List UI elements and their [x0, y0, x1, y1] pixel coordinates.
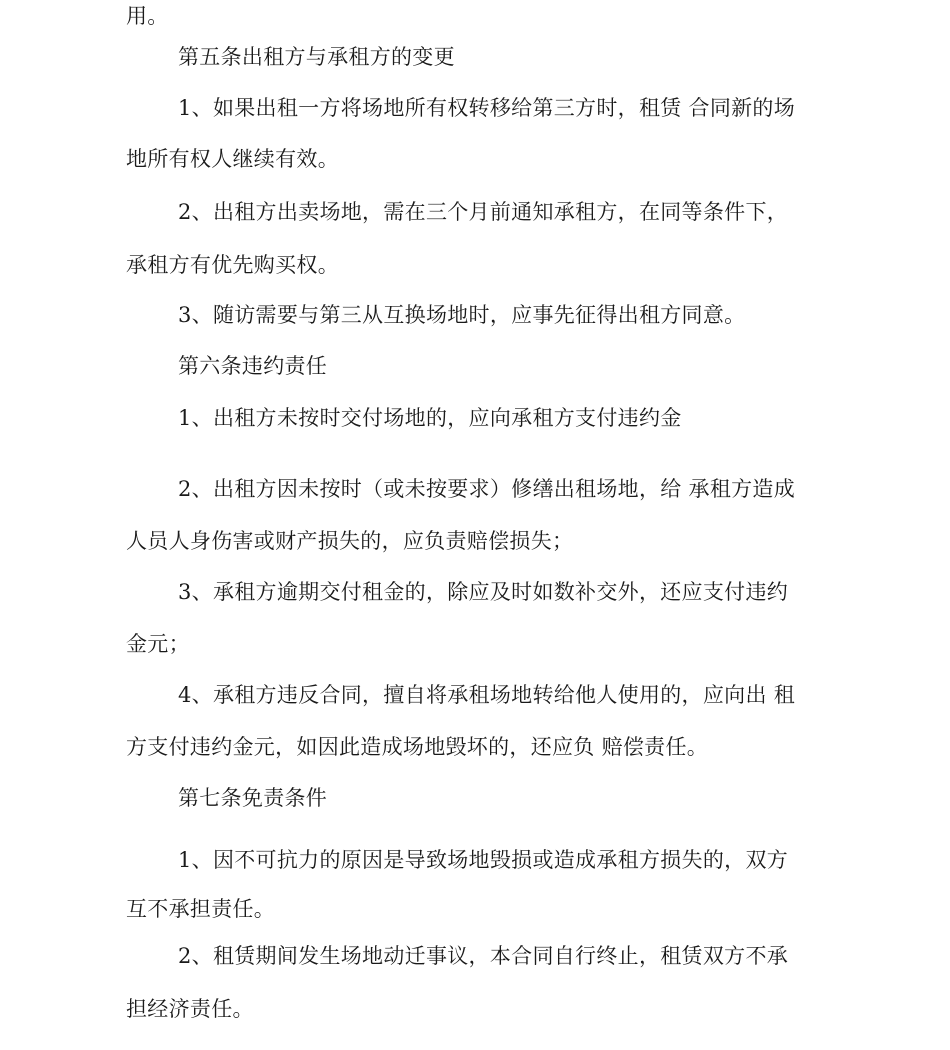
clause-7-1-line-1: 1、因不可抗力的原因是导致场地毁损或造成承租方损失的，双方	[178, 848, 789, 872]
section-heading-article-5: 第五条出租方与承租方的变更	[178, 45, 455, 69]
clause-6-4-line-2: 方支付违约金元，如因此造成场地毁坏的，还应负 赔偿责任。	[126, 735, 709, 759]
clause-6-3-line-1: 3、承租方逾期交付租金的，除应及时如数补交外，还应支付违约	[178, 580, 789, 604]
clause-7-2-line-1: 2、租赁期间发生场地动迁事议，本合同自行终止，租赁双方不承	[178, 944, 789, 968]
clause-7-2-line-2: 担经济责任。	[126, 997, 254, 1021]
clause-5-3-line-1: 3、随访需要与第三从互换场地时，应事先征得出租方同意。	[178, 303, 746, 327]
clause-5-1-line-1: 1、如果出租一方将场地所有权转移给第三方时，租赁 合同新的场	[178, 96, 796, 120]
clause-6-2-line-2: 人员人身伤害或财产损失的，应负责赔偿损失；	[126, 529, 574, 553]
clause-6-2-line-1: 2、出租方因未按时（或未按要求）修缮出租场地，给 承租方造成	[178, 477, 796, 501]
section-heading-article-7: 第七条免责条件	[178, 786, 328, 810]
section-heading-article-6: 第六条违约责任	[178, 354, 328, 378]
clause-6-3-line-2: 金元；	[126, 632, 190, 656]
clause-7-1-line-2: 互不承担责任。	[126, 897, 276, 921]
clause-5-2-line-2: 承租方有优先购买权。	[126, 253, 339, 277]
clause-6-1-line-1: 1、出租方未按时交付场地的，应向承租方支付违约金	[178, 406, 682, 430]
clause-6-4-line-1: 4、承租方违反合同，擅自将承租场地转给他人使用的，应向出 租	[178, 683, 796, 707]
clause-5-2-line-1: 2、出租方出卖场地，需在三个月前通知承租方，在同等条件下，	[178, 200, 789, 224]
clause-5-1-line-2: 地所有权人继续有效。	[126, 147, 339, 171]
text-line-continuation: 用。	[126, 4, 169, 28]
